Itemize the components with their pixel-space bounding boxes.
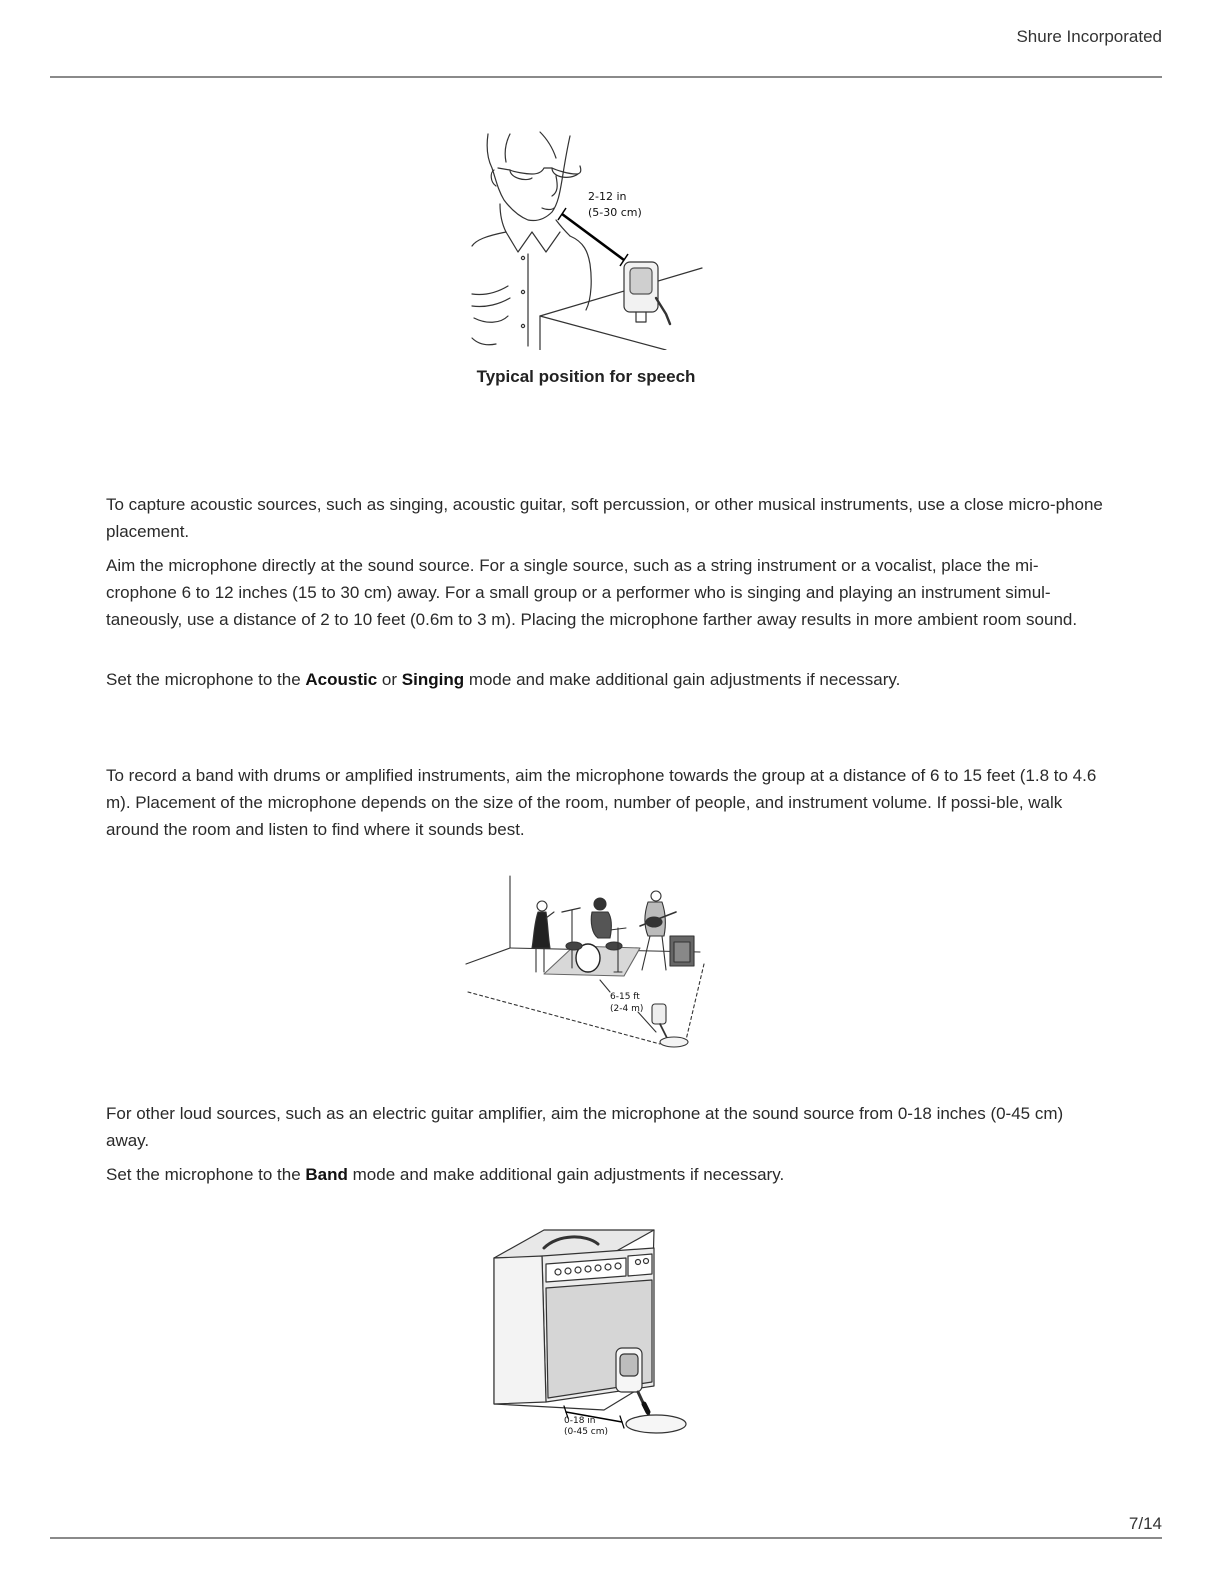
speech-figure-caption: Typical position for speech bbox=[476, 367, 696, 386]
amplifier-miking-illustration bbox=[488, 1226, 698, 1442]
footer-divider bbox=[50, 1537, 1162, 1539]
singing-mode-name: Singing bbox=[401, 670, 465, 689]
band-distance-m-label: (2-4 m) bbox=[610, 1004, 644, 1014]
amp-distance-in-label: 0-18 in bbox=[564, 1416, 596, 1426]
acoustic-mode-name: Acoustic bbox=[305, 670, 378, 689]
acoustic-paragraph-2: Aim the microphone directly at the sound source. For a single source, such as a string instrument or a vocalist, place the mi-crophone 6 to 12 inches (15 to 30 cm) away. For a small group or a performer who is singing and playing an instrument simul-taneously, use a distance of 2 to 10 feet (0.6m to 3 m). Placing the microphone farther away results in more ambient room sound. bbox=[106, 556, 1078, 629]
speech-position-illustration bbox=[466, 128, 706, 350]
speech-distance-cm-label: (5-30 cm) bbox=[588, 206, 642, 219]
loud-paragraph-2: Set the microphone to the Band mode and make additional gain adjustments if necessary. bbox=[106, 1165, 785, 1184]
acoustic-paragraph-1: To capture acoustic sources, such as singing, acoustic guitar, soft percussion, or other musical instruments, use a close micro-phone placement. bbox=[106, 495, 1103, 541]
band-paragraph: To record a band with drums or amplified instruments, aim the microphone towards the group at a distance of 6 to 15 feet (1.8 to 4.6 m). Placement of the microphone depends on the size of the room, number of people, and instrument volume. If possi-ble, walk around the room and listen to find where it sounds best. bbox=[106, 766, 1097, 839]
acoustic-paragraph-3: Set the microphone to the Acoustic or Singing mode and make additional gain adjustments if necessary. bbox=[106, 670, 901, 689]
band-distance-ft-label: 6-15 ft bbox=[610, 992, 640, 1002]
page-number: 7/14 bbox=[1128, 1514, 1162, 1533]
amp-distance-cm-label: (0-45 cm) bbox=[564, 1427, 609, 1437]
band-recording-illustration bbox=[464, 872, 712, 1050]
header-company: Shure Incorporated bbox=[1016, 27, 1162, 46]
header-divider bbox=[50, 76, 1162, 78]
loud-paragraph-1: For other loud sources, such as an electric guitar amplifier, aim the microphone at the sound source from 0-18 inches (0-45 cm) away. bbox=[106, 1104, 1064, 1150]
speech-distance-in-label: 2-12 in bbox=[588, 190, 627, 203]
band-mode-name: Band bbox=[305, 1165, 348, 1184]
